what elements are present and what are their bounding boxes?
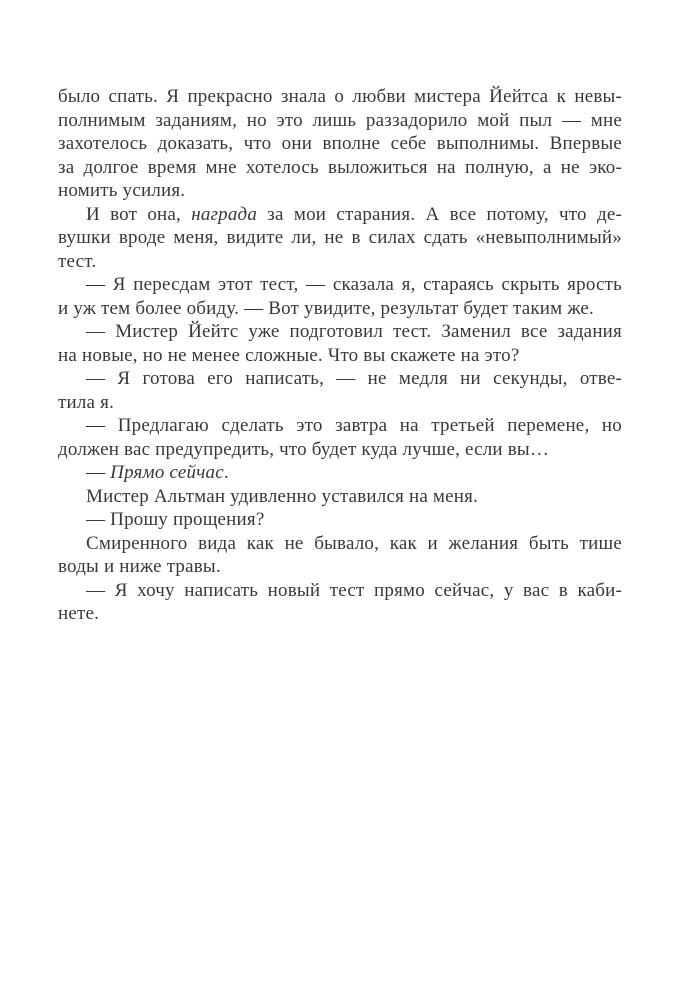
text-line (58, 109, 622, 133)
text-run: полнимым заданиям, но это лишь раззадорило мой пыл — мне (58, 109, 622, 131)
text-run: номить усилия. (58, 180, 186, 201)
text-run: на новые, но не менее сложные. Что вы скажете на это? (58, 344, 520, 366)
text-run: тест. (58, 250, 97, 272)
text-line (58, 320, 622, 344)
text-line (58, 602, 622, 626)
text-run: — (86, 462, 111, 483)
text-run: Смиренного вида как не бывало, как и желания быть тише (86, 532, 622, 554)
text-run: за мои старания. А все потому, что де- (257, 203, 622, 225)
text-run: воды и ниже травы. (58, 556, 221, 577)
text-line (58, 156, 622, 180)
text-line (58, 273, 622, 297)
text-run: — Мистер Йейтс уже подготовил тест. Заменил все задания (86, 321, 622, 342)
text-run: — Предлагаю сделать это завтра на третьей перемене, но (86, 415, 622, 436)
text-run: захотелось доказать, что они вполне себе выполнимы. Впервые (58, 133, 622, 154)
text-run: Мистер Альтман удивленно уставился на меня. (86, 485, 479, 507)
page-text (58, 85, 622, 626)
text-run: было спать. Я прекрасно знала о любви мистера Йейтса к невы- (58, 86, 622, 107)
text-line (58, 367, 622, 391)
text-run: за долгое время мне хотелось выложиться на полную, а не эко- (58, 156, 622, 178)
text-run: — Прошу прощения? (86, 509, 265, 530)
text-line (58, 226, 622, 250)
text-line (58, 485, 622, 509)
text-run: вушки вроде меня, видите ли, не в силах сдать «невыполнимый» (58, 227, 622, 248)
text-line (58, 579, 622, 603)
text-run: — Я готова его написать, — не медля ни секунды, отве- (86, 368, 622, 389)
text-run: И вот она, (86, 203, 192, 225)
text-line (58, 132, 622, 156)
text-run: должен вас предупредить, что будет куда лучше, если вы… (58, 438, 550, 460)
text-line (58, 461, 622, 485)
text-run: тила я. (58, 391, 115, 413)
text-line (58, 391, 622, 415)
text-line (58, 532, 622, 556)
text-run: . (223, 462, 229, 483)
text-line (58, 438, 622, 462)
text-line (58, 179, 622, 203)
italic-text-run: Прямо сейчас (110, 462, 224, 483)
text-line (58, 250, 622, 274)
text-run: — Я хочу написать новый тест прямо сейчас, у вас в каби- (86, 579, 622, 601)
text-line (58, 203, 622, 227)
text-line (58, 297, 622, 321)
text-line (58, 85, 622, 109)
text-line (58, 414, 622, 438)
text-line (58, 508, 622, 532)
text-run: нете. (58, 603, 100, 624)
text-run: и уж тем более обиду. — Вот увидите, результат будет таким же. (58, 297, 594, 319)
text-line (58, 555, 622, 579)
text-run: — Я пересдам этот тест, — сказала я, стараясь скрыть ярость (86, 274, 622, 295)
italic-text-run: награда (191, 203, 258, 225)
text-line (58, 344, 622, 368)
